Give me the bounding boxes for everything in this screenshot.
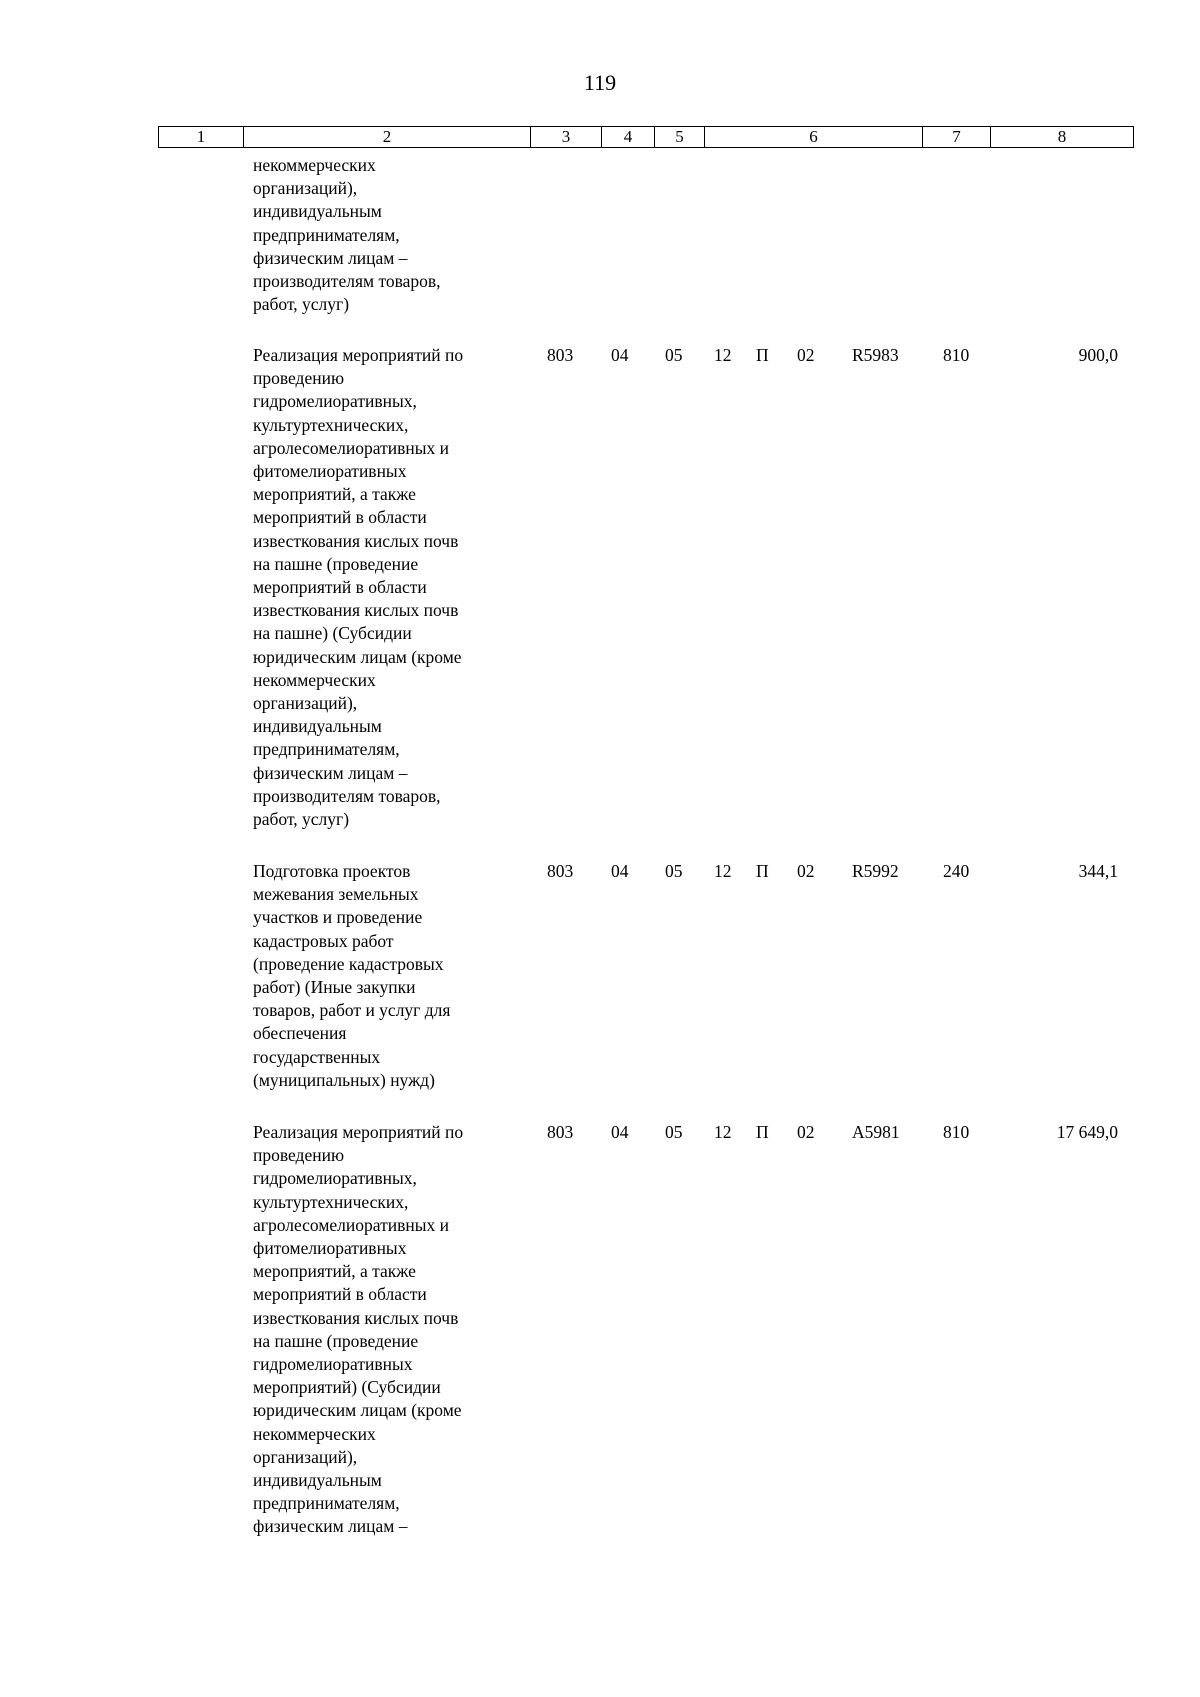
row-description (253, 860, 508, 1092)
column-header-7: 7 (922, 126, 990, 148)
description-line: индивидуальным (253, 201, 382, 222)
subsection-code: 05 (665, 861, 683, 881)
subsection-code: 05 (665, 1122, 683, 1142)
row-description (253, 344, 508, 831)
ministry-code: 803 (547, 861, 574, 881)
description-line: проведению (253, 1145, 345, 1166)
expense-type-code: 240 (943, 861, 970, 881)
description-line: обеспечения (253, 1023, 347, 1044)
description-line: гидромелиоративных, (253, 391, 417, 412)
description-line: Подготовка проектов (253, 861, 411, 881)
program-code: 12 (714, 345, 732, 365)
page-number: 119 (583, 70, 617, 95)
subprogram-code: П (756, 345, 769, 365)
column-header-1: 1 (158, 126, 243, 148)
column-header-5: 5 (654, 126, 704, 148)
description-line: (проведение кадастровых (253, 953, 444, 974)
description-line: индивидуальным (253, 716, 382, 737)
description-line: известкования кислых почв (253, 600, 459, 621)
description-line: некоммерческих (253, 1423, 376, 1444)
section-code: 04 (611, 861, 629, 881)
description-line: некоммерческих (253, 669, 376, 690)
expense-type-code: 810 (943, 1122, 970, 1142)
description-line: предпринимателям, (253, 739, 400, 760)
amount-value: 17 649,0 (1056, 1122, 1118, 1142)
description-line: мероприятий в области (253, 1284, 427, 1305)
description-line: мероприятий в области (253, 577, 427, 598)
description-line: государственных (253, 1046, 381, 1067)
direction-code: R5983 (852, 345, 899, 365)
description-line: агролесомелиоративных и (253, 1214, 449, 1235)
ministry-code: 803 (547, 345, 574, 365)
description-line: предпринимателям, (253, 1493, 400, 1514)
row-description (253, 154, 508, 316)
description-line: на пашне (проведение (253, 1330, 419, 1351)
description-line: мероприятий, а также (253, 484, 416, 505)
description-line: Реализация мероприятий по (253, 345, 464, 365)
subprogram-code: П (756, 1122, 769, 1142)
description-line: организаций), (253, 1446, 358, 1467)
description-line: культуртехнических, (253, 414, 409, 435)
description-line: агролесомелиоративных и (253, 437, 449, 458)
subprogram-code: П (756, 861, 769, 881)
column-header-6: 6 (704, 126, 922, 148)
description-line: на пашне (проведение (253, 553, 419, 574)
event-code: 02 (797, 345, 815, 365)
description-line: известкования кислых почв (253, 530, 459, 551)
description-line: гидромелиоративных, (253, 1168, 417, 1189)
description-line: работ, услуг) (253, 809, 350, 830)
column-header-2: 2 (243, 126, 530, 148)
amount-value: 900,0 (1078, 345, 1118, 365)
description-line: известкования кислых почв (253, 1307, 459, 1328)
description-line: проведению (253, 368, 345, 389)
program-code: 12 (714, 861, 732, 881)
description-line: товаров, работ и услуг для (253, 1000, 451, 1021)
description-line: Реализация мероприятий по (253, 1122, 464, 1142)
description-line: физическим лицам – (253, 1516, 408, 1537)
program-code: 12 (714, 1122, 732, 1142)
description-line: физическим лицам – (253, 247, 408, 268)
description-line: организаций), (253, 178, 358, 199)
expense-type-code: 810 (943, 345, 970, 365)
description-line: работ) (Иные закупки (253, 977, 416, 998)
ministry-code: 803 (547, 1122, 574, 1142)
description-line: предпринимателям, (253, 224, 400, 245)
description-line: фитомелиоративных (253, 1238, 407, 1259)
direction-code: A5981 (852, 1122, 900, 1142)
description-line: индивидуальным (253, 1470, 382, 1491)
description-line: работ, услуг) (253, 294, 350, 315)
description-line: производителям товаров, (253, 785, 441, 806)
description-line: кадастровых работ (253, 930, 394, 951)
section-code: 04 (611, 345, 629, 365)
description-line: юридическим лицам (кроме (253, 1400, 462, 1421)
description-line: производителям товаров, (253, 271, 441, 292)
amount-value: 344,1 (1078, 861, 1118, 881)
column-header-8: 8 (990, 126, 1134, 148)
description-line: межевания земельных (253, 884, 419, 905)
description-line: юридическим лицам (кроме (253, 646, 462, 667)
description-line: фитомелиоративных (253, 461, 407, 482)
section-code: 04 (611, 1122, 629, 1142)
description-line: мероприятий, а также (253, 1261, 416, 1282)
row-description (253, 1121, 508, 1539)
description-line: гидромелиоративных (253, 1354, 413, 1375)
description-line: на пашне) (Субсидии (253, 623, 412, 644)
description-line: мероприятий в области (253, 507, 427, 528)
description-line: физическим лицам – (253, 762, 408, 783)
description-line: (муниципальных) нужд) (253, 1069, 435, 1090)
description-line: культуртехнических, (253, 1191, 409, 1212)
description-line: некоммерческих (253, 155, 376, 175)
subsection-code: 05 (665, 345, 683, 365)
description-line: участков и проведение (253, 907, 423, 928)
direction-code: R5992 (852, 861, 899, 881)
event-code: 02 (797, 861, 815, 881)
description-line: организаций), (253, 693, 358, 714)
column-header-4: 4 (601, 126, 654, 148)
column-header-3: 3 (530, 126, 601, 148)
event-code: 02 (797, 1122, 815, 1142)
description-line: мероприятий) (Субсидии (253, 1377, 441, 1398)
